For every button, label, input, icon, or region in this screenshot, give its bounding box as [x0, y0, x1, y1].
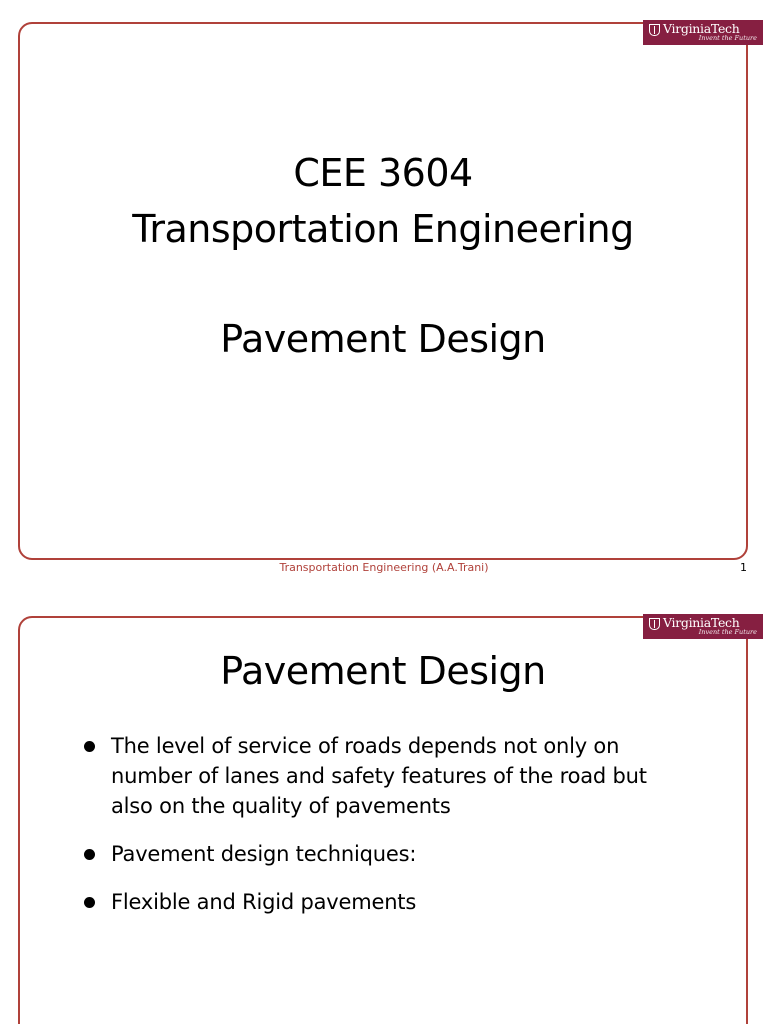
- course-code: CEE 3604: [293, 151, 473, 195]
- logo-name: VirginiaTech: [663, 21, 740, 36]
- slide-1-topic: Pavement Design: [220, 317, 546, 361]
- bullet-dot-icon: [84, 897, 95, 908]
- virginia-tech-logo: [643, 20, 763, 45]
- slide-1-frame: [18, 22, 748, 560]
- bullet-dot-icon: [84, 741, 95, 752]
- bullet-dot-icon: [84, 849, 95, 860]
- logo-name: VirginiaTech: [663, 615, 740, 630]
- bullet-item: [80, 839, 680, 869]
- bullet-item: [80, 731, 680, 821]
- vt-shield-icon: [649, 618, 660, 630]
- logo-tagline: Invent the Future: [698, 34, 757, 42]
- bullet-text: Flexible and Rigid pavements: [111, 890, 417, 914]
- bullet-text: The level of service of roads depends not only on number of lanes and safety features of the road but also on the quality of pavements: [111, 734, 647, 818]
- vt-shield-icon: [649, 24, 660, 36]
- slide-2-title: Pavement Design: [220, 649, 546, 693]
- bullet-item: [80, 887, 680, 917]
- logo-tagline: Invent the Future: [698, 628, 757, 636]
- page-number: 1: [740, 561, 747, 574]
- bullet-text: Pavement design techniques:: [111, 842, 417, 866]
- bullet-list: [80, 731, 680, 935]
- virginia-tech-logo-2: [643, 614, 763, 639]
- course-subject: Transportation Engineering: [132, 207, 634, 251]
- slide-footer: Transportation Engineering (A.A.Trani): [279, 561, 489, 574]
